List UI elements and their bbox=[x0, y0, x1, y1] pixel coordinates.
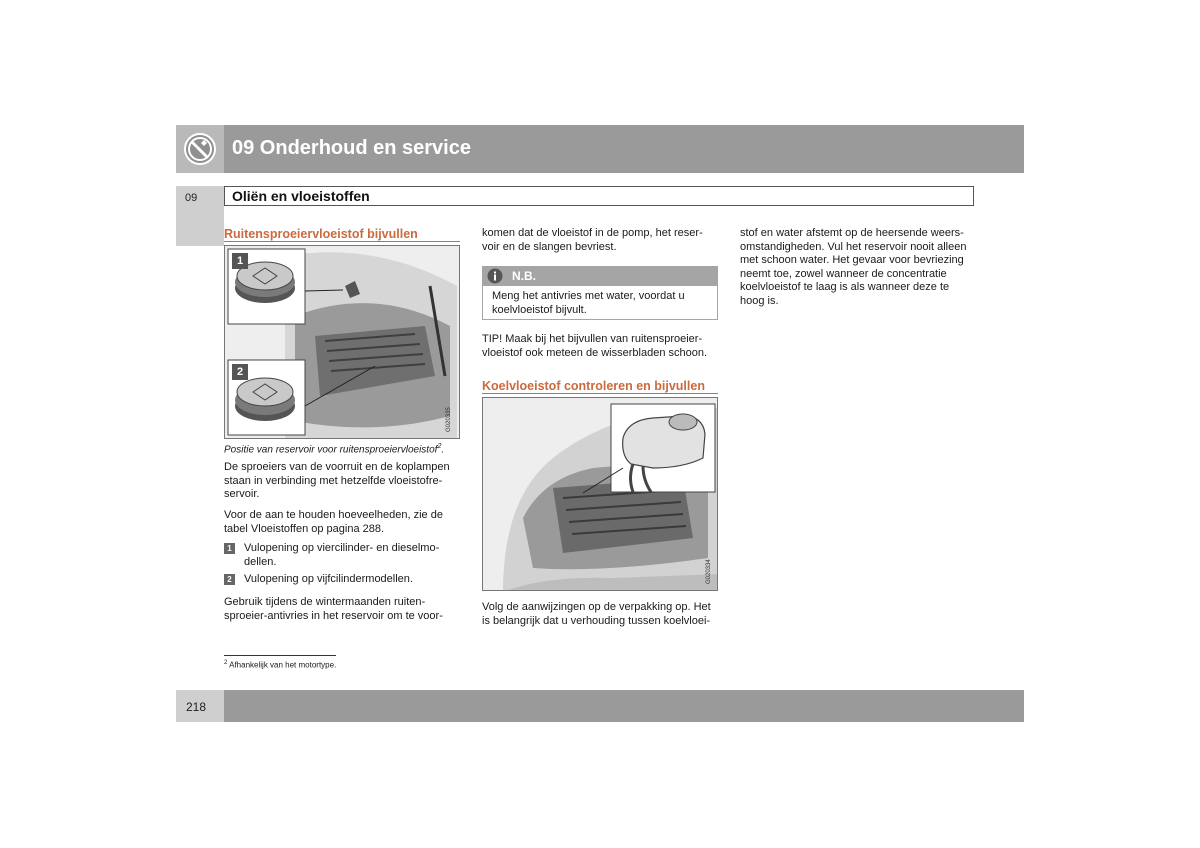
coolant-heading: Koelvloeistof controleren en bijvullen bbox=[482, 379, 705, 393]
text-line: komen dat de vloeistof in de pomp, het reser- bbox=[482, 227, 703, 239]
footnote bbox=[224, 660, 336, 670]
figure-code: G020335 bbox=[446, 407, 452, 432]
figure-caption bbox=[224, 443, 444, 455]
col1-paragraph-3 bbox=[224, 596, 464, 623]
text-line: koelvloeistof te laag is als wanneer deze te bbox=[740, 281, 950, 293]
list-item bbox=[224, 573, 464, 587]
figure-callout-1: 1 bbox=[232, 253, 248, 269]
chapter-side-tab-label: 09 bbox=[185, 192, 198, 204]
text-line: tabel Vloeistoffen op pagina 288. bbox=[224, 522, 385, 535]
note-text bbox=[492, 290, 718, 317]
text-line: Vulopening op vijfcilindermodellen. bbox=[244, 573, 413, 585]
text-line: Vulopening op viercilinder- en dieselmo- bbox=[244, 542, 440, 554]
figure-callout-2: 2 bbox=[232, 364, 248, 380]
coolant-reservoir-figure bbox=[482, 397, 718, 591]
text-line: koelvloeistof bijvult. bbox=[492, 303, 587, 316]
page-number: 218 bbox=[186, 700, 207, 714]
engine-bay-illustration bbox=[225, 246, 460, 439]
coolant-heading-rule bbox=[482, 393, 718, 394]
chapter-side-tab bbox=[176, 186, 224, 246]
col2-paragraph-1 bbox=[482, 227, 722, 254]
text-line: staan in verbinding met hetzelfde vloeistofre- bbox=[224, 474, 443, 487]
note-title: N.B. bbox=[512, 269, 536, 283]
chapter-title: 09 Onderhoud en service bbox=[232, 137, 471, 159]
list-number-badge: 2 bbox=[224, 574, 235, 585]
figure-caption-end: . bbox=[441, 444, 445, 456]
engine-bay-coolant-illustration bbox=[483, 398, 718, 591]
list-item bbox=[224, 542, 464, 569]
col1-paragraph-2 bbox=[224, 509, 464, 536]
footer-bar bbox=[224, 690, 1024, 722]
text-line: Volg de aanwijzingen op de verpakking op. Het bbox=[482, 601, 711, 613]
text-line: Gebruik tijdens de wintermaanden ruiten- bbox=[224, 596, 426, 608]
footnote-rule bbox=[224, 655, 336, 656]
text-line: neemt toe, zowel wanneer de concentratie bbox=[740, 267, 947, 280]
text-line: met schoon water. Het gevaar voor bevriezing bbox=[740, 254, 964, 266]
washer-fluid-heading-rule bbox=[224, 241, 460, 242]
wrench-gear-icon bbox=[176, 125, 224, 173]
list-number-badge: 1 bbox=[224, 543, 235, 554]
text-line: Meng het antivries met water, voordat u bbox=[492, 290, 685, 302]
footnote-marker: 2 bbox=[224, 660, 228, 666]
text-line: vloeistof ook meteen de wisserbladen schoon. bbox=[482, 346, 708, 359]
text-line: Voor de aan te houden hoeveelheden, zie de bbox=[224, 509, 443, 521]
section-title: Oliën en vloeistoffen bbox=[232, 188, 370, 204]
col2-paragraph-3 bbox=[482, 601, 722, 628]
text-line: voir en de slangen bevriest. bbox=[482, 240, 617, 253]
col3-paragraph bbox=[740, 227, 980, 308]
text-line: is belangrijk dat u verhouding tussen koelvloei- bbox=[482, 614, 711, 627]
text-line: sproeier-antivries in het reservoir om te voor- bbox=[224, 609, 443, 622]
text-line: TIP! Maak bij het bijvullen van ruitensproeier- bbox=[482, 333, 703, 345]
washer-fluid-heading: Ruitensproeiervloeistof bijvullen bbox=[224, 227, 418, 241]
col2-paragraph-2 bbox=[482, 333, 722, 360]
footnote-text: Afhankelijk van het motortype. bbox=[229, 660, 337, 670]
washer-reservoir-figure bbox=[224, 245, 460, 439]
text-line: servoir. bbox=[224, 488, 260, 500]
text-line: stof en water afstemt op de heersende weers- bbox=[740, 227, 964, 239]
figure-code: G020334 bbox=[706, 559, 712, 584]
chapter-icon-box bbox=[176, 125, 224, 173]
figure-caption-footnote-ref: 2 bbox=[437, 443, 442, 450]
text-line: hoog is. bbox=[740, 294, 779, 307]
col1-paragraph-1 bbox=[224, 461, 464, 502]
text-line: dellen. bbox=[244, 555, 277, 568]
text-line: De sproeiers van de voorruit en de koplampen bbox=[224, 461, 450, 473]
figure-caption-text: Positie van reservoir voor ruitensproeiervloeistof bbox=[224, 444, 438, 456]
text-line: omstandigheden. Vul het reservoir nooit alleen bbox=[740, 240, 967, 253]
